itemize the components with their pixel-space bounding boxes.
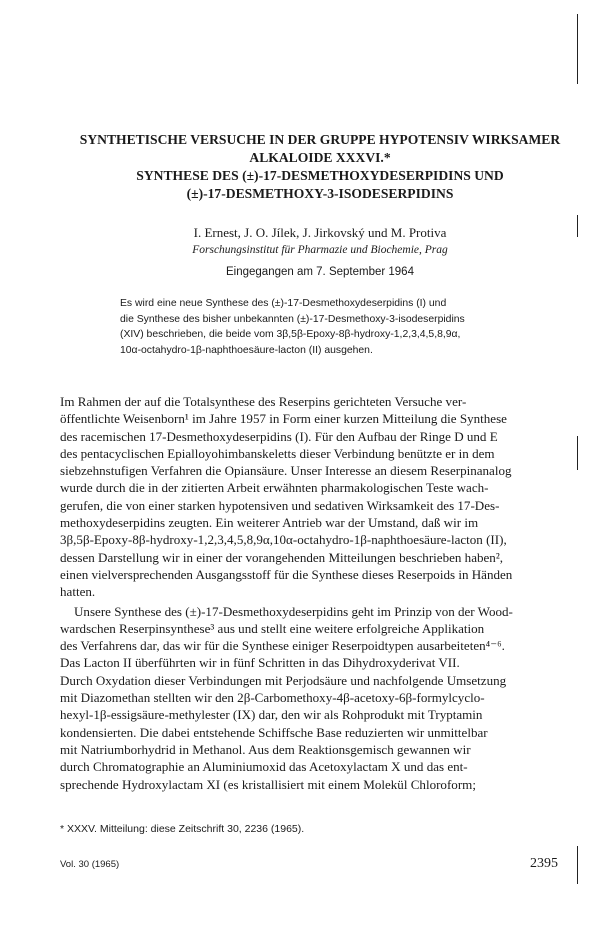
- article-title: [60, 131, 580, 203]
- author-list: I. Ernest, J. O. Jílek, J. Jirkovský und M. Protiva: [193, 225, 447, 240]
- body-line: durch Chromatographie an Aluminiumoxid das Acetoxylactam X und das ent-: [60, 759, 468, 775]
- body-line: hatten.: [60, 584, 96, 600]
- body-line: einen vielversprechenden Ausgangsstoff für die Synthese dieses Reserpoids in Händen: [60, 566, 513, 582]
- body-text: [60, 393, 580, 793]
- body-line: des Verfahrens dar, das wir für die Synthese einiger Reserpoidtypen ausarbeiteten⁴⁻⁶.: [60, 638, 505, 654]
- title-line-3: SYNTHESE DES (±)-17-DESMETHOXYDESERPIDINS UND: [136, 168, 504, 183]
- page-number: 2395: [530, 856, 558, 871]
- paragraph-1: [60, 393, 580, 601]
- body-line: mit Natriumborhydrid in Methanol. Aus dem Reaktionsgemisch gewannen wir: [60, 741, 471, 757]
- body-line: Das Lacton II überführten wir in fünf Schritten in das Dihydroxyderivat VII.: [60, 655, 460, 671]
- body-line: sprechende Hydroxylactam XI (es kristallisiert mit einem Molekül Chloroform;: [60, 776, 476, 792]
- body-line: wurde durch die in der zitierten Arbeit erwähnten pharmakologischen Teste wach-: [60, 480, 489, 496]
- footnote: * XXXV. Mitteilung: diese Zeitschrift 30, 2236 (1965).: [60, 823, 305, 835]
- body-line: öffentlichte Weisenborn¹ im Jahre 1957 in Form einer kurzen Mitteilung die Synthese: [60, 411, 507, 427]
- title-line-4: (±)-17-DESMETHOXY-3-ISODESERPIDINS: [186, 186, 454, 201]
- received-date: Eingegangen am 7. September 1964: [226, 266, 414, 278]
- body-line: des pentacyclischen Epialloyohimbanskeletts dieser Verbindung benützte er in dem: [60, 445, 495, 461]
- abstract: [120, 296, 520, 358]
- title-line-1: SYNTHETISCHE VERSUCHE IN DER GRUPPE HYPOTENSIV WIRKSAMER: [79, 132, 561, 147]
- body-line: des racemischen 17-Desmethoxydeserpidins (I). Für den Aufbau der Ringe D und E: [60, 428, 498, 444]
- body-line: wardschen Reserpinsynthese³ aus und stellt eine weitere erfolgreiche Applikation: [60, 620, 485, 636]
- paragraph-2: [60, 603, 580, 793]
- body-line: gerufen, die von einer starken hypotensiven und sedativen Wirksamkeit des 17-Des-: [60, 497, 500, 513]
- body-line: Unsere Synthese des (±)-17-Desmethoxydeserpidins geht im Prinzip von der Wood-: [74, 603, 513, 619]
- scan-edge-line-bottom: [577, 846, 578, 884]
- abstract-line: (XIV) beschrieben, die beide vom 3β,5β-Epoxy-8β-hydroxy-1,2,3,4,5,8,9α,: [120, 329, 461, 340]
- abstract-line: Es wird eine neue Synthese des (±)-17-Desmethoxydeserpidins (I) und: [120, 298, 447, 309]
- body-line: siebzehnstufigen Verfahren die Opiansäure. Unser Interesse an diesem Reserpinanalog: [60, 463, 512, 479]
- body-line: Durch Oxydation dieser Verbindungen mit Perjodsäure und nachfolgende Umsetzung: [60, 672, 507, 688]
- abstract-line: 10α-octahydro-1β-naphthoesäure-lacton (II) ausgehen.: [120, 344, 373, 356]
- journal-volume: Vol. 30 (1965): [60, 859, 120, 870]
- scan-edge-line-top: [577, 14, 578, 84]
- body-line: Im Rahmen der auf die Totalsynthese des Reserpins gerichteten Versuche ver-: [60, 394, 467, 409]
- body-line: mit Diazomethan stellten wir den 2β-Carbomethoxy-4β-acetoxy-6β-formylcyclo-: [60, 690, 485, 706]
- body-line: hexyl-1β-essigsäure-methylester (IX) dar, den wir als Rohprodukt mit Tryptamin: [60, 707, 483, 723]
- title-line-2: ALKALOIDE XXXVI.*: [249, 150, 391, 165]
- body-line: 3β,5β-Epoxy-8β-hydroxy-1,2,3,4,5,8,9α,10α-octahydro-1β-naphthoesäure-lacton (II),: [60, 532, 507, 548]
- abstract-line: die Synthese des bisher unbekannten (±)-17-Desmethoxy-3-isodeserpidins: [120, 313, 465, 325]
- body-line: methoxydeserpidins zeugten. Ein weiterer Antrieb war der Umstand, daß wir im: [60, 515, 479, 531]
- body-line: dessen Darstellung wir in einer der vorangehenden Mitteilungen beschrieben haben²,: [60, 549, 504, 565]
- institute: Forschungsinstitut für Pharmazie und Biochemie, Prag: [192, 244, 448, 256]
- body-line: kondensierten. Die dabei entstehende Schiffsche Base reduzierten wir unmittelbar: [60, 724, 488, 740]
